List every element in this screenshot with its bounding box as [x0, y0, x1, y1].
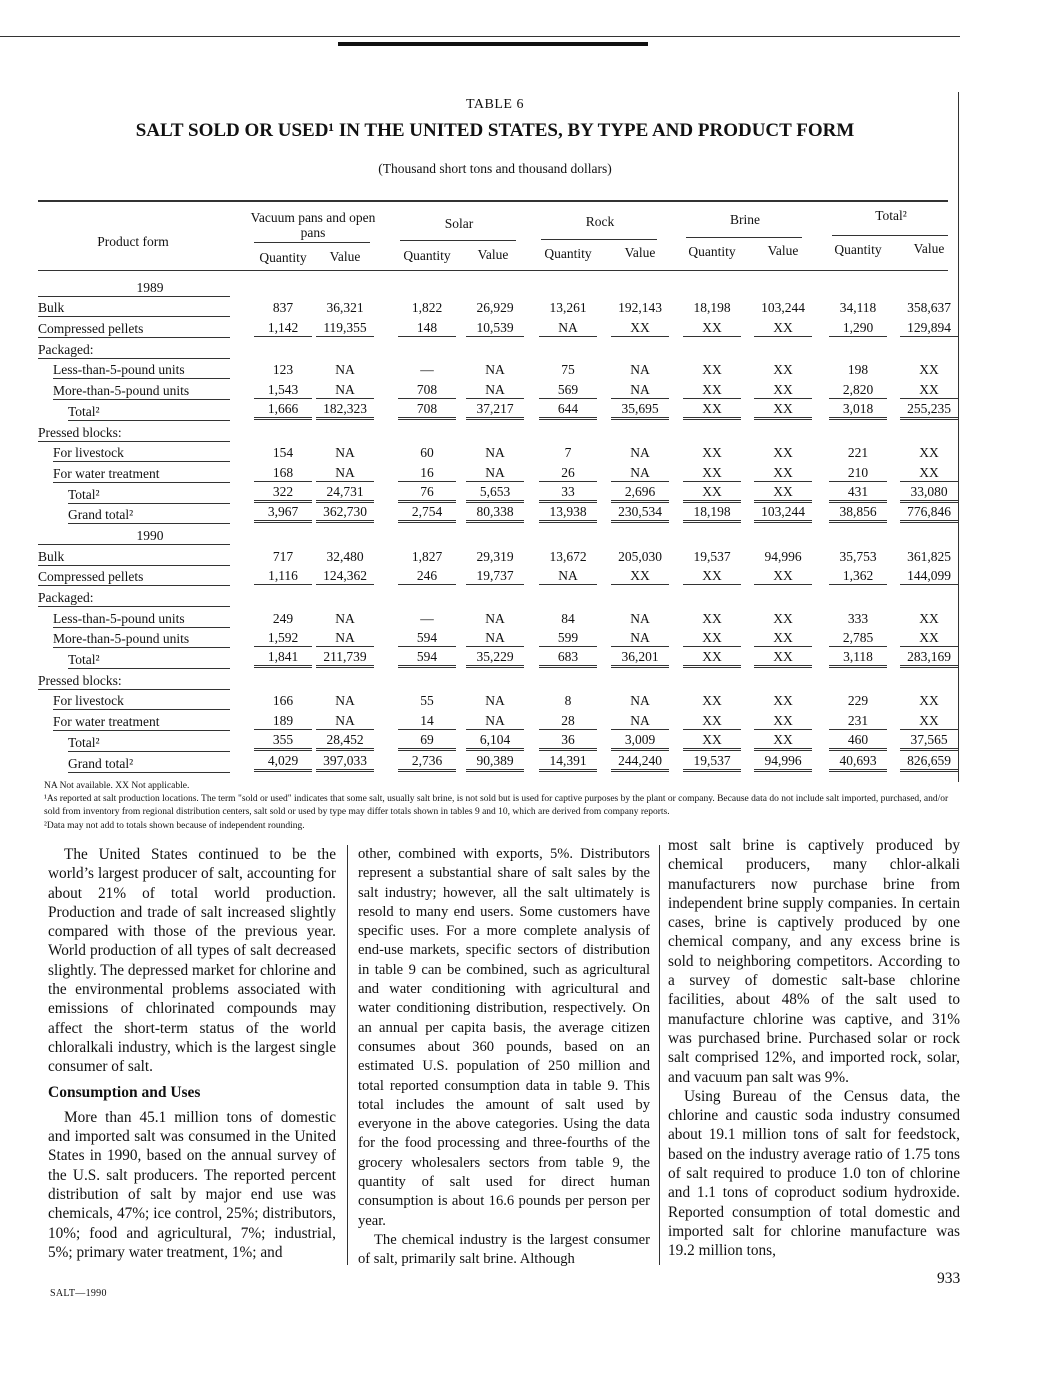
row-label: Pressed blocks:	[38, 424, 122, 440]
table-row	[38, 504, 950, 525]
table-cell: NA	[466, 465, 524, 482]
table-row	[38, 297, 950, 318]
row-label: For water treatment	[53, 465, 160, 481]
table-row	[38, 710, 950, 731]
table-cell: XX	[683, 320, 741, 337]
row-label: Bulk	[38, 548, 65, 564]
table-row	[38, 731, 950, 752]
column-divider	[659, 845, 660, 1265]
table-cell: XX	[773, 445, 793, 461]
row-label: 1990	[136, 527, 164, 543]
table-cell: NA	[630, 362, 650, 378]
table-cell: 144,099	[900, 568, 958, 585]
row-label: For livestock	[53, 445, 124, 461]
table-cell: 2,754	[398, 504, 456, 523]
table-cell: 230,534	[611, 504, 669, 523]
group-rule-rock	[541, 239, 657, 240]
table-row	[38, 752, 950, 773]
table-cell: 33,080	[900, 484, 958, 503]
table-cell: 80,338	[466, 504, 524, 523]
table-subtitle: (Thousand short tons and thousand dollars)	[378, 161, 612, 176]
table-cell: 211,739	[316, 649, 374, 668]
table-cell: 19,537	[693, 548, 731, 564]
group-rule-total	[832, 235, 948, 236]
table-cell: XX	[773, 693, 793, 709]
table-row	[38, 669, 950, 690]
table-cell: 18,198	[693, 300, 731, 316]
table-cell: XX	[754, 630, 812, 647]
row-label: Compressed pellets	[38, 321, 144, 337]
table-cell: 182,323	[316, 401, 374, 420]
table-cell: XX	[683, 713, 741, 730]
table-cell: 19,537	[683, 753, 741, 772]
page-number: 933	[937, 1270, 961, 1287]
group-rule-solar	[400, 240, 516, 241]
table-cell: 2,820	[829, 382, 887, 399]
table-cell: 119,355	[316, 320, 374, 337]
group-header-solar: Solar	[444, 216, 474, 231]
table-top-rule	[38, 200, 948, 202]
group-rule-vacuum	[254, 242, 370, 243]
subheader-quantity: Quantity	[834, 242, 882, 257]
table-cell: NA	[485, 693, 505, 709]
table-cell: NA	[630, 693, 650, 709]
table-cell: 13,261	[549, 300, 587, 316]
table-row	[38, 524, 950, 545]
table-cell: XX	[683, 382, 741, 399]
table-cell: XX	[919, 445, 939, 461]
table-cell: 124,362	[316, 568, 374, 585]
table-cell: 4,029	[254, 753, 312, 772]
table-cell: XX	[754, 732, 812, 751]
table-row	[38, 690, 950, 711]
table-cell: 36,321	[326, 300, 364, 316]
table-cell: 123	[272, 362, 294, 378]
table-cell: 35,229	[466, 649, 524, 668]
table-cell: NA	[611, 382, 669, 399]
table-cell: 37,217	[466, 401, 524, 420]
table-cell: 255,235	[900, 401, 958, 420]
table-cell: 826,659	[900, 753, 958, 772]
table-cell: 168	[254, 465, 312, 482]
table-cell: XX	[754, 465, 812, 482]
table-cell: 362,730	[316, 504, 374, 523]
table-cell: XX	[900, 713, 958, 730]
table-cell: NA	[316, 465, 374, 482]
table-cell: 3,018	[829, 401, 887, 420]
row-label: Bulk	[38, 300, 65, 316]
table-cell: 2,785	[829, 630, 887, 647]
top-rule	[0, 36, 960, 37]
table-cell: 1,362	[829, 568, 887, 585]
table-cell: 460	[829, 732, 887, 751]
subheader-quantity: Quantity	[403, 248, 451, 263]
table-cell: 32,480	[326, 548, 364, 564]
table-cell: NA	[611, 630, 669, 647]
table-cell: 55	[420, 693, 434, 709]
table-title: SALT SOLD OR USED¹ IN THE UNITED STATES, BY TYPE AND PRODUCT FORM	[135, 120, 855, 141]
table-cell: 210	[829, 465, 887, 482]
table-cell: XX	[683, 649, 741, 668]
table-cell: NA	[630, 610, 650, 626]
table-cell: 594	[398, 649, 456, 668]
subheader-value: Value	[477, 247, 509, 262]
table-cell: 599	[539, 630, 597, 647]
row-label: Less-than-5-pound units	[53, 610, 185, 626]
header-bottom-rule	[38, 270, 948, 271]
table-cell: 29,319	[476, 548, 514, 564]
table-cell: 221	[847, 445, 869, 461]
table-cell: 90,389	[466, 753, 524, 772]
table-row	[38, 545, 950, 566]
table-cell: NA	[485, 610, 505, 626]
table-cell: 244,240	[611, 753, 669, 772]
table-row	[38, 462, 950, 483]
row-label: Less-than-5-pound units	[53, 362, 185, 378]
table-cell: XX	[754, 649, 812, 668]
body-paragraph: The chemical industry is the largest consumer of salt, primarily salt brine. Although	[358, 1231, 650, 1268]
table-cell: NA	[335, 445, 355, 461]
table-cell: 19,737	[466, 568, 524, 585]
table-cell: XX	[754, 568, 812, 585]
table-cell: 3,118	[829, 649, 887, 668]
group-rule-brine	[686, 237, 802, 238]
table-cell: 24,731	[316, 484, 374, 503]
table-cell: 76	[398, 484, 456, 503]
row-label: For livestock	[53, 693, 124, 709]
table-cell: 231	[829, 713, 887, 730]
table-cell: 569	[539, 382, 597, 399]
table-cell: 776,846	[900, 504, 958, 523]
table-cell: 205,030	[618, 548, 662, 564]
body-paragraph: More than 45.1 million tons of domestic and imported salt was consumed in the United States in 1990, based on the annual survey of the U.S. salt producers. The reported percent distribution of salt by major end use was chemicals, 47%; ice control, 25%; distributors, 10%; food and agricultural, 7%; industrial, 5%; primary water treatment, 1%; and	[48, 1108, 336, 1261]
table-cell: 3,967	[254, 504, 312, 523]
table-cell: 1,592	[254, 630, 312, 647]
table-row	[38, 607, 950, 628]
body-paragraph: Using Bureau of the Census data, the chlorine and caustic soda industry consumed about 19.1 million tons of salt for feedstock, based on the industry average ratio of 1.75 tons of salt required to produce 1.0 ton of chlorine and 1.1 tons of coproduct sodium hydroxide. Reported consumption of total domestic and imported salt for chlorine manufacture was 19.2 million tons,	[668, 1087, 960, 1260]
table-cell: 2,696	[611, 484, 669, 503]
table-row	[38, 400, 950, 421]
table-row	[38, 628, 950, 649]
body-column-2	[358, 845, 650, 1270]
table-cell: 708	[398, 401, 456, 420]
table-cell: 1,822	[411, 300, 443, 316]
table-row	[38, 483, 950, 504]
row-label: Packaged:	[38, 590, 94, 605]
body-column-3	[668, 836, 960, 1261]
running-head: SALT—1990	[50, 1288, 107, 1299]
table-row	[38, 586, 950, 607]
table-cell: 5,653	[466, 484, 524, 503]
table-cell: NA	[485, 362, 505, 378]
table-cell: 94,996	[754, 753, 812, 772]
table-cell: 13,938	[539, 504, 597, 523]
table-cell: 148	[398, 320, 456, 337]
table-row	[38, 276, 950, 297]
row-label: Pressed blocks:	[38, 672, 122, 688]
table-cell: XX	[702, 445, 722, 461]
table-cell: 283,169	[900, 649, 958, 668]
table-cell: 2,736	[398, 753, 456, 772]
table-cell: XX	[754, 401, 812, 420]
table-cell: XX	[900, 630, 958, 647]
row-label: More-than-5-pound units	[53, 383, 190, 399]
row-label: Total²	[68, 734, 100, 750]
table-cell: 322	[254, 484, 312, 503]
group-header-total: Total²	[875, 208, 907, 223]
table-cell: 3,009	[611, 732, 669, 751]
table-cell: 36,201	[611, 649, 669, 668]
table-cell: 358,637	[907, 300, 951, 316]
subheader-value: Value	[624, 245, 656, 260]
table-cell: XX	[683, 465, 741, 482]
top-thick-rule	[338, 42, 648, 46]
table-cell: 708	[398, 382, 456, 399]
table-cell: 154	[272, 445, 294, 461]
table-cell: XX	[900, 465, 958, 482]
table-row	[38, 379, 950, 400]
table-cell: 229	[847, 693, 869, 709]
table-cell: 837	[272, 300, 294, 316]
table-cell: 198	[847, 362, 869, 378]
table-cell: 14,391	[539, 753, 597, 772]
table-cell: 8	[564, 693, 572, 709]
table-cell: 14	[398, 713, 456, 730]
table-cell: 34,118	[839, 300, 877, 316]
table-cell: 75	[561, 362, 575, 378]
salt-table-body	[38, 276, 950, 773]
table-cell: 26	[539, 465, 597, 482]
table-cell: 13,672	[549, 548, 587, 564]
table-cell: XX	[754, 382, 812, 399]
table-cell: XX	[919, 610, 939, 626]
table-cell: NA	[335, 693, 355, 709]
table-cell: 166	[272, 693, 294, 709]
table-cell: 594	[398, 630, 456, 647]
table-cell: 6,104	[466, 732, 524, 751]
row-label: Total²	[68, 486, 100, 502]
table-row	[38, 359, 950, 380]
table-cell: 246	[398, 568, 456, 585]
row-label: Grand total²	[68, 755, 134, 771]
table-cell: XX	[702, 362, 722, 378]
table-cell: NA	[630, 445, 650, 461]
table-cell: 7	[564, 445, 572, 461]
table-cell: 683	[539, 649, 597, 668]
table-cell: 26,929	[476, 300, 514, 316]
table-cell: NA	[466, 382, 524, 399]
table-cell: XX	[683, 401, 741, 420]
table-cell: —	[420, 610, 434, 626]
subheader-value: Value	[913, 241, 945, 256]
footnote-1: ¹As reported at salt production locations. The term "sold or used" indicates that some salt, usually salt brine, is not sold but is used for captive purposes by the plant or company. Because data do not include salt imported, purchased, and/or sold from inventory from regional distribution centers, salt sold or used by type may differ totals shown in tables 9 and 10, which are derived from company reports.	[44, 794, 949, 817]
table-cell: 35,695	[611, 401, 669, 420]
table-cell: 1,666	[254, 401, 312, 420]
table-cell: NA	[611, 465, 669, 482]
table-cell: 33	[539, 484, 597, 503]
table-cell: XX	[919, 362, 939, 378]
table-cell: NA	[335, 362, 355, 378]
subheader-value: Value	[767, 243, 799, 258]
table-cell: 333	[847, 610, 869, 626]
table-cell: 397,033	[316, 753, 374, 772]
subheader-quantity: Quantity	[688, 244, 736, 259]
table-cell: 1,543	[254, 382, 312, 399]
table-cell: NA	[611, 713, 669, 730]
table-cell: 84	[561, 610, 575, 626]
table-cell: 644	[539, 401, 597, 420]
table-cell: XX	[773, 610, 793, 626]
table-cell: NA	[316, 382, 374, 399]
row-label: For water treatment	[53, 714, 160, 730]
table-cell: NA	[539, 568, 597, 585]
table-cell: 18,198	[683, 504, 741, 523]
row-label: Grand total²	[68, 507, 134, 523]
table-cell: 60	[420, 445, 434, 461]
table-cell: 103,244	[761, 300, 805, 316]
table-cell: 1,290	[829, 320, 887, 337]
table-label: TABLE 6	[466, 97, 524, 112]
table-cell: 40,693	[829, 753, 887, 772]
table-cell: 189	[254, 713, 312, 730]
table-cell: 431	[829, 484, 887, 503]
table-row	[38, 421, 950, 442]
row-label: 1989	[136, 279, 164, 295]
table-cell: 1,142	[254, 320, 312, 337]
row-label: Compressed pellets	[38, 569, 144, 585]
table-cell: 36	[539, 732, 597, 751]
body-paragraph: The United States continued to be the world’s largest producer of salt, accounting for about 21% of total world production. Production and trade of salt increased slightly compared with those of the previous year. World production of all types of salt decreased slightly. The depressed market for chlorine and the environmental problems associated with emissions of chlorinated compounds may affect the short-term status of the world chloralkali industry, which is the largest single consumer of salt.	[48, 846, 337, 1076]
table-cell: 69	[398, 732, 456, 751]
table-cell: 94,996	[764, 548, 802, 564]
group-header-rock: Rock	[585, 214, 615, 229]
body-paragraph: other, combined with exports, 5%. Distributors represent a substantial share of salt sales by the salt industry; however, all the salt ultimately is resold to many end users. Some customers have specific uses. For a more complete analysis of end-use markets, specific sectors of distribution in table 9 can be combined, such as agricultural and water conditioning with agricultural and water conditioning distribution, respectively. On an annual per capita basis, the average citizen consumes about 360 pounds, based on an estimated U.S. population of 250 million and total reported consumption data in table 9. This total includes the amount of salt used by everyone in the above categories. Using the data for the food processing and three-fourths of the grocery wholesalers sectors from table 9, the quantity of salt used for direct human consumption is about 16.6 pounds per person per year.	[358, 846, 650, 1229]
table-row	[38, 566, 950, 587]
table-cell: NA	[335, 610, 355, 626]
table-cell: 1,827	[411, 548, 443, 564]
table-cell: XX	[702, 693, 722, 709]
row-label: Total²	[68, 403, 100, 419]
table-cell: XX	[773, 362, 793, 378]
table-cell: XX	[683, 484, 741, 503]
right-margin-rule	[958, 92, 959, 782]
body-paragraph: most salt brine is captively produced by chemical producers, many chlor-alkali manufacturers now purchase brine from independent brine supply companies. In certain cases, brine is captively produced by one chemical company, and any excess brine is sold to neighboring competitors. According to a survey of domestic salt-base chlorine facilities, about 48% of the salt used to manufacture chlorine was captive, and 31% was purchased brine. Purchased solar or rock salt comprised 12%, and imported rock, solar, and vacuum pan salt was 9%.	[668, 837, 960, 1086]
footnote-na-xx: NA Not available. XX Not applicable.	[44, 781, 190, 791]
row-label: Packaged:	[38, 341, 94, 357]
table-cell: XX	[754, 484, 812, 503]
section-heading: Consumption and Uses	[48, 1083, 201, 1101]
table-row	[38, 648, 950, 669]
table-cell: XX	[919, 693, 939, 709]
table-cell: XX	[683, 568, 741, 585]
table-cell: 16	[398, 465, 456, 482]
table-cell: 249	[272, 610, 294, 626]
table-row	[38, 442, 950, 463]
group-header-brine: Brine	[730, 212, 760, 227]
table-cell: XX	[683, 732, 741, 751]
table-row	[38, 338, 950, 359]
table-cell: 103,244	[754, 504, 812, 523]
table-cell: XX	[611, 320, 669, 337]
table-cell: 717	[272, 548, 294, 564]
subheader-value: Value	[329, 249, 361, 264]
table-cell: 361,825	[907, 548, 951, 564]
column-divider	[347, 845, 348, 1265]
table-cell: NA	[539, 320, 597, 337]
table-cell: XX	[683, 630, 741, 647]
table-cell: NA	[316, 630, 374, 647]
group-header-vacuum: Vacuum pans and open pans	[250, 210, 376, 240]
subheader-quantity: Quantity	[544, 246, 592, 261]
subheader-quantity: Quantity	[259, 250, 307, 265]
row-label: More-than-5-pound units	[53, 631, 190, 647]
table-cell: NA	[466, 713, 524, 730]
table-cell: XX	[754, 320, 812, 337]
table-row	[38, 317, 950, 338]
table-cell: —	[420, 362, 434, 378]
stub-header: Product form	[97, 234, 169, 249]
table-cell: 355	[254, 732, 312, 751]
body-column-1	[48, 845, 336, 1262]
row-label: Total²	[68, 652, 100, 668]
table-cell: NA	[485, 445, 505, 461]
table-cell: XX	[702, 610, 722, 626]
table-cell: 192,143	[618, 300, 662, 316]
table-cell: 1,841	[254, 649, 312, 668]
table-cell: XX	[611, 568, 669, 585]
table-cell: 35,753	[839, 548, 877, 564]
row-rule	[68, 772, 230, 773]
table-cell: 38,856	[829, 504, 887, 523]
table-cell: 1,116	[254, 568, 312, 585]
table-cell: 28	[539, 713, 597, 730]
table-cell: XX	[754, 713, 812, 730]
table-cell: XX	[900, 382, 958, 399]
table-cell: 129,894	[900, 320, 958, 337]
table-cell: NA	[316, 713, 374, 730]
footnote-2: ²Data may not add to totals shown because of independent rounding.	[44, 821, 305, 831]
table-cell: 28,452	[316, 732, 374, 751]
table-cell: 10,539	[466, 320, 524, 337]
table-cell: 37,565	[900, 732, 958, 751]
table-cell: NA	[466, 630, 524, 647]
